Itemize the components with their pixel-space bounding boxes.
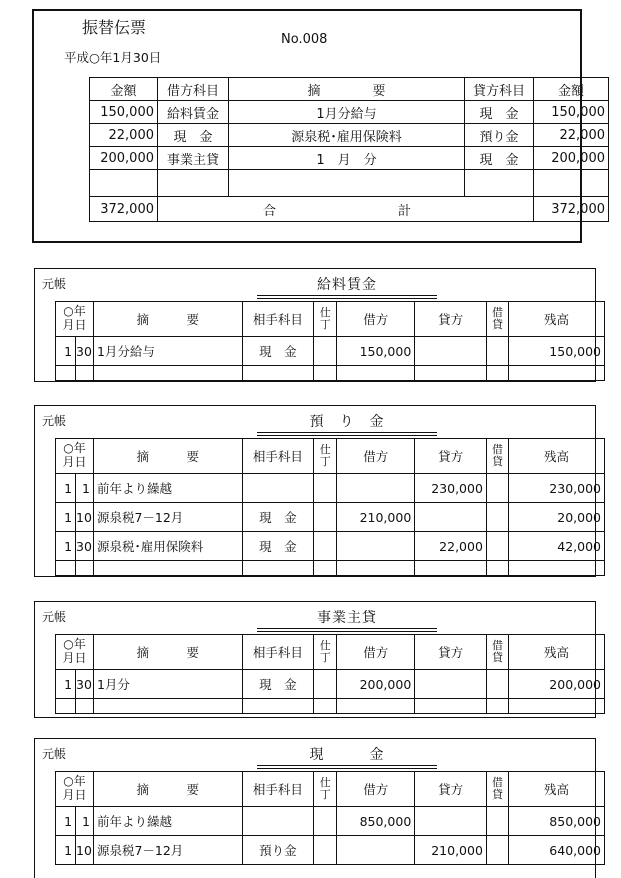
balance: 230,000 <box>509 474 605 503</box>
table-row <box>56 670 605 699</box>
credit <box>415 670 487 699</box>
debit: 200,000 <box>337 670 415 699</box>
header-folio <box>314 635 337 670</box>
credit-account: 現 金 <box>465 147 534 170</box>
header-counter-account: 相手科目 <box>242 772 314 807</box>
header-folio <box>314 772 337 807</box>
voucher-number: No.008 <box>281 32 328 47</box>
ledger-title: 給料賃金 <box>257 274 437 296</box>
header-amount-right: 金額 <box>534 78 609 101</box>
header-balance: 残高 <box>509 772 605 807</box>
ledger-table <box>55 771 605 865</box>
ledger-table <box>55 438 605 576</box>
memo: 源泉税7－12月 <box>93 503 242 532</box>
header-folio <box>314 439 337 474</box>
counter-account <box>242 807 314 836</box>
month-day-label: 月日 <box>62 455 87 469</box>
ledger-label: 元帳 <box>42 747 67 761</box>
total-label <box>158 197 534 222</box>
month-day-label: 月日 <box>62 651 87 665</box>
memo: 前年より繰越 <box>93 474 242 503</box>
header-balance: 残高 <box>509 635 605 670</box>
cr-label: 貸 <box>491 788 503 801</box>
header-date <box>56 302 94 337</box>
total-label-a: 合 <box>262 203 276 219</box>
cr-label: 貸 <box>491 651 503 664</box>
month-day-label: 月日 <box>62 318 87 332</box>
voucher-title: 振替伝票 <box>82 18 147 37</box>
header-dr-cr <box>486 772 508 807</box>
balance: 640,000 <box>509 836 605 865</box>
ledger-cash <box>34 738 601 878</box>
header-memo: 摘 要 <box>229 78 465 101</box>
memo: 1月分給与 <box>229 101 465 124</box>
debit-account: 事業主貸 <box>158 147 229 170</box>
table-row <box>56 532 605 561</box>
header-credit-account: 貸方科目 <box>465 78 534 101</box>
folio-shi: 仕 <box>319 775 331 789</box>
memo: 前年より繰越 <box>93 807 242 836</box>
year-label: ○年 <box>63 441 86 456</box>
header-memo: 摘 要 <box>93 302 242 337</box>
credit: 22,000 <box>415 532 487 561</box>
counter-account: 現 金 <box>242 670 314 699</box>
amount-left: 200,000 <box>90 147 158 170</box>
header-dr-cr <box>486 635 508 670</box>
table-row <box>56 807 605 836</box>
memo: 源泉税･雇用保険料 <box>229 124 465 147</box>
ledger-table <box>55 634 605 714</box>
year-label: ○年 <box>63 774 86 789</box>
counter-account <box>242 474 314 503</box>
credit-account: 預り金 <box>465 124 534 147</box>
header-counter-account: 相手科目 <box>242 439 314 474</box>
total-amount-left: 372,000 <box>90 197 158 222</box>
ledger-label: 元帳 <box>42 610 67 624</box>
ledger-label: 元帳 <box>42 277 67 291</box>
debit: 210,000 <box>337 503 415 532</box>
header-credit: 貸方 <box>415 439 487 474</box>
voucher-date: 平成○年1月30日 <box>64 50 162 65</box>
ledger-salaries <box>34 268 601 382</box>
ledger-title: 事業主貸 <box>257 607 437 629</box>
header-credit: 貸方 <box>415 772 487 807</box>
ledger-label: 元帳 <box>42 414 67 428</box>
voucher-row <box>90 147 609 170</box>
memo: 1 月 分 <box>229 147 465 170</box>
credit <box>415 503 487 532</box>
header-date <box>56 772 94 807</box>
header-debit-account: 借方科目 <box>158 78 229 101</box>
ledger-owner-drawings <box>34 601 601 718</box>
voucher-row <box>90 124 609 147</box>
header-amount-left: 金額 <box>90 78 158 101</box>
total-label-b: 計 <box>397 203 411 219</box>
dr-label: 借 <box>491 638 503 652</box>
voucher-table <box>89 77 609 222</box>
amount-left: 150,000 <box>90 101 158 124</box>
month: 1 <box>56 532 76 561</box>
debit-account: 給料賃金 <box>158 101 229 124</box>
balance: 200,000 <box>509 670 605 699</box>
table-row <box>56 503 605 532</box>
folio-cho: 丁 <box>319 788 331 801</box>
header-date <box>56 439 94 474</box>
month: 1 <box>56 807 76 836</box>
dr-label: 借 <box>491 305 503 319</box>
header-date <box>56 635 94 670</box>
table-row <box>56 836 605 865</box>
balance: 150,000 <box>509 337 605 366</box>
memo: 源泉税7－12月 <box>93 836 242 865</box>
day: 1 <box>76 807 94 836</box>
day: 1 <box>76 474 94 503</box>
dr-label: 借 <box>491 775 503 789</box>
folio-cho: 丁 <box>319 318 331 331</box>
total-amount-right: 372,000 <box>534 197 609 222</box>
credit <box>415 807 487 836</box>
header-memo: 摘 要 <box>93 772 242 807</box>
memo: 1月分給与 <box>93 337 242 366</box>
folio-shi: 仕 <box>319 638 331 652</box>
day: 30 <box>76 670 94 699</box>
amount-right: 150,000 <box>534 101 609 124</box>
folio-cho: 丁 <box>319 651 331 664</box>
header-balance: 残高 <box>509 439 605 474</box>
day: 30 <box>76 532 94 561</box>
header-debit: 借方 <box>337 302 415 337</box>
header-debit: 借方 <box>337 439 415 474</box>
day: 10 <box>76 836 94 865</box>
amount-left: 22,000 <box>90 124 158 147</box>
year-label: ○年 <box>63 637 86 652</box>
table-row <box>56 474 605 503</box>
ledger-withholdings <box>34 405 601 577</box>
table-row <box>56 337 605 366</box>
folio-cho: 丁 <box>319 455 331 468</box>
counter-account: 現 金 <box>242 532 314 561</box>
debit: 150,000 <box>337 337 415 366</box>
month: 1 <box>56 337 76 366</box>
balance: 850,000 <box>509 807 605 836</box>
debit <box>337 532 415 561</box>
year-label: ○年 <box>63 304 86 319</box>
credit: 230,000 <box>415 474 487 503</box>
counter-account: 預り金 <box>242 836 314 865</box>
ledger-table <box>55 301 605 381</box>
month-day-label: 月日 <box>62 788 87 802</box>
counter-account: 現 金 <box>242 337 314 366</box>
debit <box>337 474 415 503</box>
debit <box>337 836 415 865</box>
credit-account: 現 金 <box>465 101 534 124</box>
header-credit: 貸方 <box>415 302 487 337</box>
debit-account: 現 金 <box>158 124 229 147</box>
month: 1 <box>56 503 76 532</box>
month: 1 <box>56 474 76 503</box>
header-memo: 摘 要 <box>93 439 242 474</box>
credit <box>415 337 487 366</box>
voucher-row <box>90 101 609 124</box>
voucher-total-row <box>90 197 609 222</box>
cr-label: 貸 <box>491 318 503 331</box>
counter-account: 現 金 <box>242 503 314 532</box>
header-dr-cr <box>486 302 508 337</box>
folio-shi: 仕 <box>319 442 331 456</box>
balance: 20,000 <box>509 503 605 532</box>
balance: 42,000 <box>509 532 605 561</box>
amount-right: 200,000 <box>534 147 609 170</box>
cr-label: 貸 <box>491 455 503 468</box>
dr-label: 借 <box>491 442 503 456</box>
header-debit: 借方 <box>337 772 415 807</box>
header-counter-account: 相手科目 <box>242 302 314 337</box>
ledger-title: 現 金 <box>257 744 437 766</box>
month: 1 <box>56 836 76 865</box>
day: 10 <box>76 503 94 532</box>
header-folio <box>314 302 337 337</box>
memo: 1月分 <box>93 670 242 699</box>
header-credit: 貸方 <box>415 635 487 670</box>
memo: 源泉税･雇用保険料 <box>93 532 242 561</box>
header-memo: 摘 要 <box>93 635 242 670</box>
header-balance: 残高 <box>509 302 605 337</box>
folio-shi: 仕 <box>319 305 331 319</box>
credit: 210,000 <box>415 836 487 865</box>
voucher-blank-row <box>90 170 609 197</box>
ledger-title: 預 り 金 <box>257 411 437 433</box>
header-debit: 借方 <box>337 635 415 670</box>
amount-right: 22,000 <box>534 124 609 147</box>
header-counter-account: 相手科目 <box>242 635 314 670</box>
debit: 850,000 <box>337 807 415 836</box>
header-dr-cr <box>486 439 508 474</box>
day: 30 <box>76 337 94 366</box>
month: 1 <box>56 670 76 699</box>
